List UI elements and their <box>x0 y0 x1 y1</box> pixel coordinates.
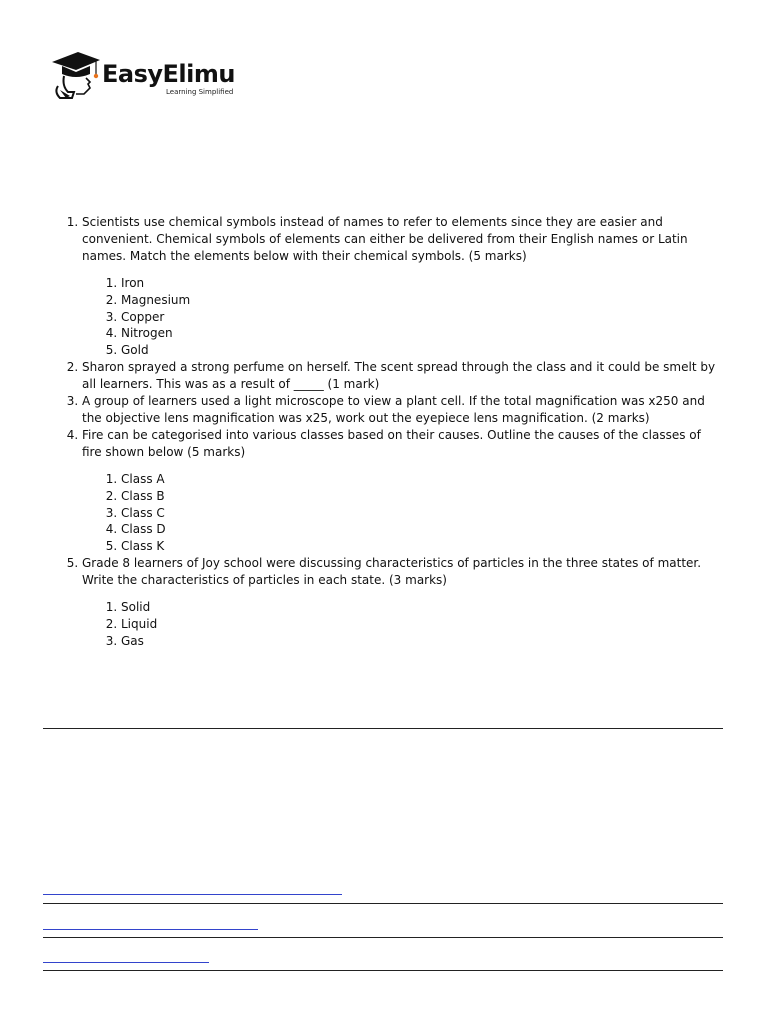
question-item <box>82 359 724 393</box>
question-text: 4. Fire can be categorised into various classes based on their causes. Outline the causes of the classes of fire shown below (5 marks) <box>82 427 701 459</box>
footer-divider <box>43 937 723 938</box>
sub-item-list <box>82 471 724 555</box>
footer-divider <box>43 903 723 904</box>
easyelimu-logo <box>50 46 250 102</box>
sub-item-list <box>82 599 724 649</box>
sub-item: 3. Copper <box>121 309 724 326</box>
sub-item: 5. Gold <box>121 342 724 359</box>
question-item <box>82 393 724 427</box>
sub-item: 1. Class A <box>121 471 724 488</box>
footer-link-underline[interactable] <box>43 929 258 930</box>
sub-item: 3. Class C <box>121 505 724 522</box>
footer-link-underline[interactable] <box>43 962 209 963</box>
question-text: 1. Scientists use chemical symbols instead of names to refer to elements since they are easier and convenient. Chemical symbols of elements can either be delivered from their English names or Latin names. Match the elements below with their chemical symbols. (5 marks) <box>82 215 688 263</box>
sub-item: 2. Class B <box>121 488 724 505</box>
footer-link-underline[interactable] <box>43 894 342 895</box>
sub-item: 1. Solid <box>121 599 724 616</box>
question-item <box>82 555 724 649</box>
question-text: 3. A group of learners used a light microscope to view a plant cell. If the total magnification was x250 and the objective lens magnification was x25, work out the eyepiece lens magnification. (2 marks) <box>82 393 705 425</box>
sub-item-list <box>82 275 724 359</box>
graduate-cap-logo-icon <box>50 46 104 100</box>
brand-tagline: Learning Simplified <box>166 88 234 96</box>
sub-item: 4. Nitrogen <box>121 325 724 342</box>
sub-item: 4. Class D <box>121 521 724 538</box>
question-item <box>82 427 724 555</box>
question-list <box>44 214 724 649</box>
question-text: 2. Sharon sprayed a strong perfume on herself. The scent spread through the class and it could be smelt by all learners. This was as a result of _____ (1 mark) <box>82 359 716 391</box>
footer-divider <box>43 970 723 971</box>
sub-item: 2. Liquid <box>121 616 724 633</box>
brand-name: EasyElimu <box>102 60 235 88</box>
section-divider <box>43 728 723 729</box>
question-item <box>82 214 724 359</box>
question-text: 5. Grade 8 learners of Joy school were discussing characteristics of particles in the three states of matter. Write the characteristics of particles in each state. (3 marks) <box>82 555 702 587</box>
sub-item: 2. Magnesium <box>121 292 724 309</box>
sub-item: 1. Iron <box>121 275 724 292</box>
sub-item: 5. Class K <box>121 538 724 555</box>
sub-item: 3. Gas <box>121 633 724 650</box>
